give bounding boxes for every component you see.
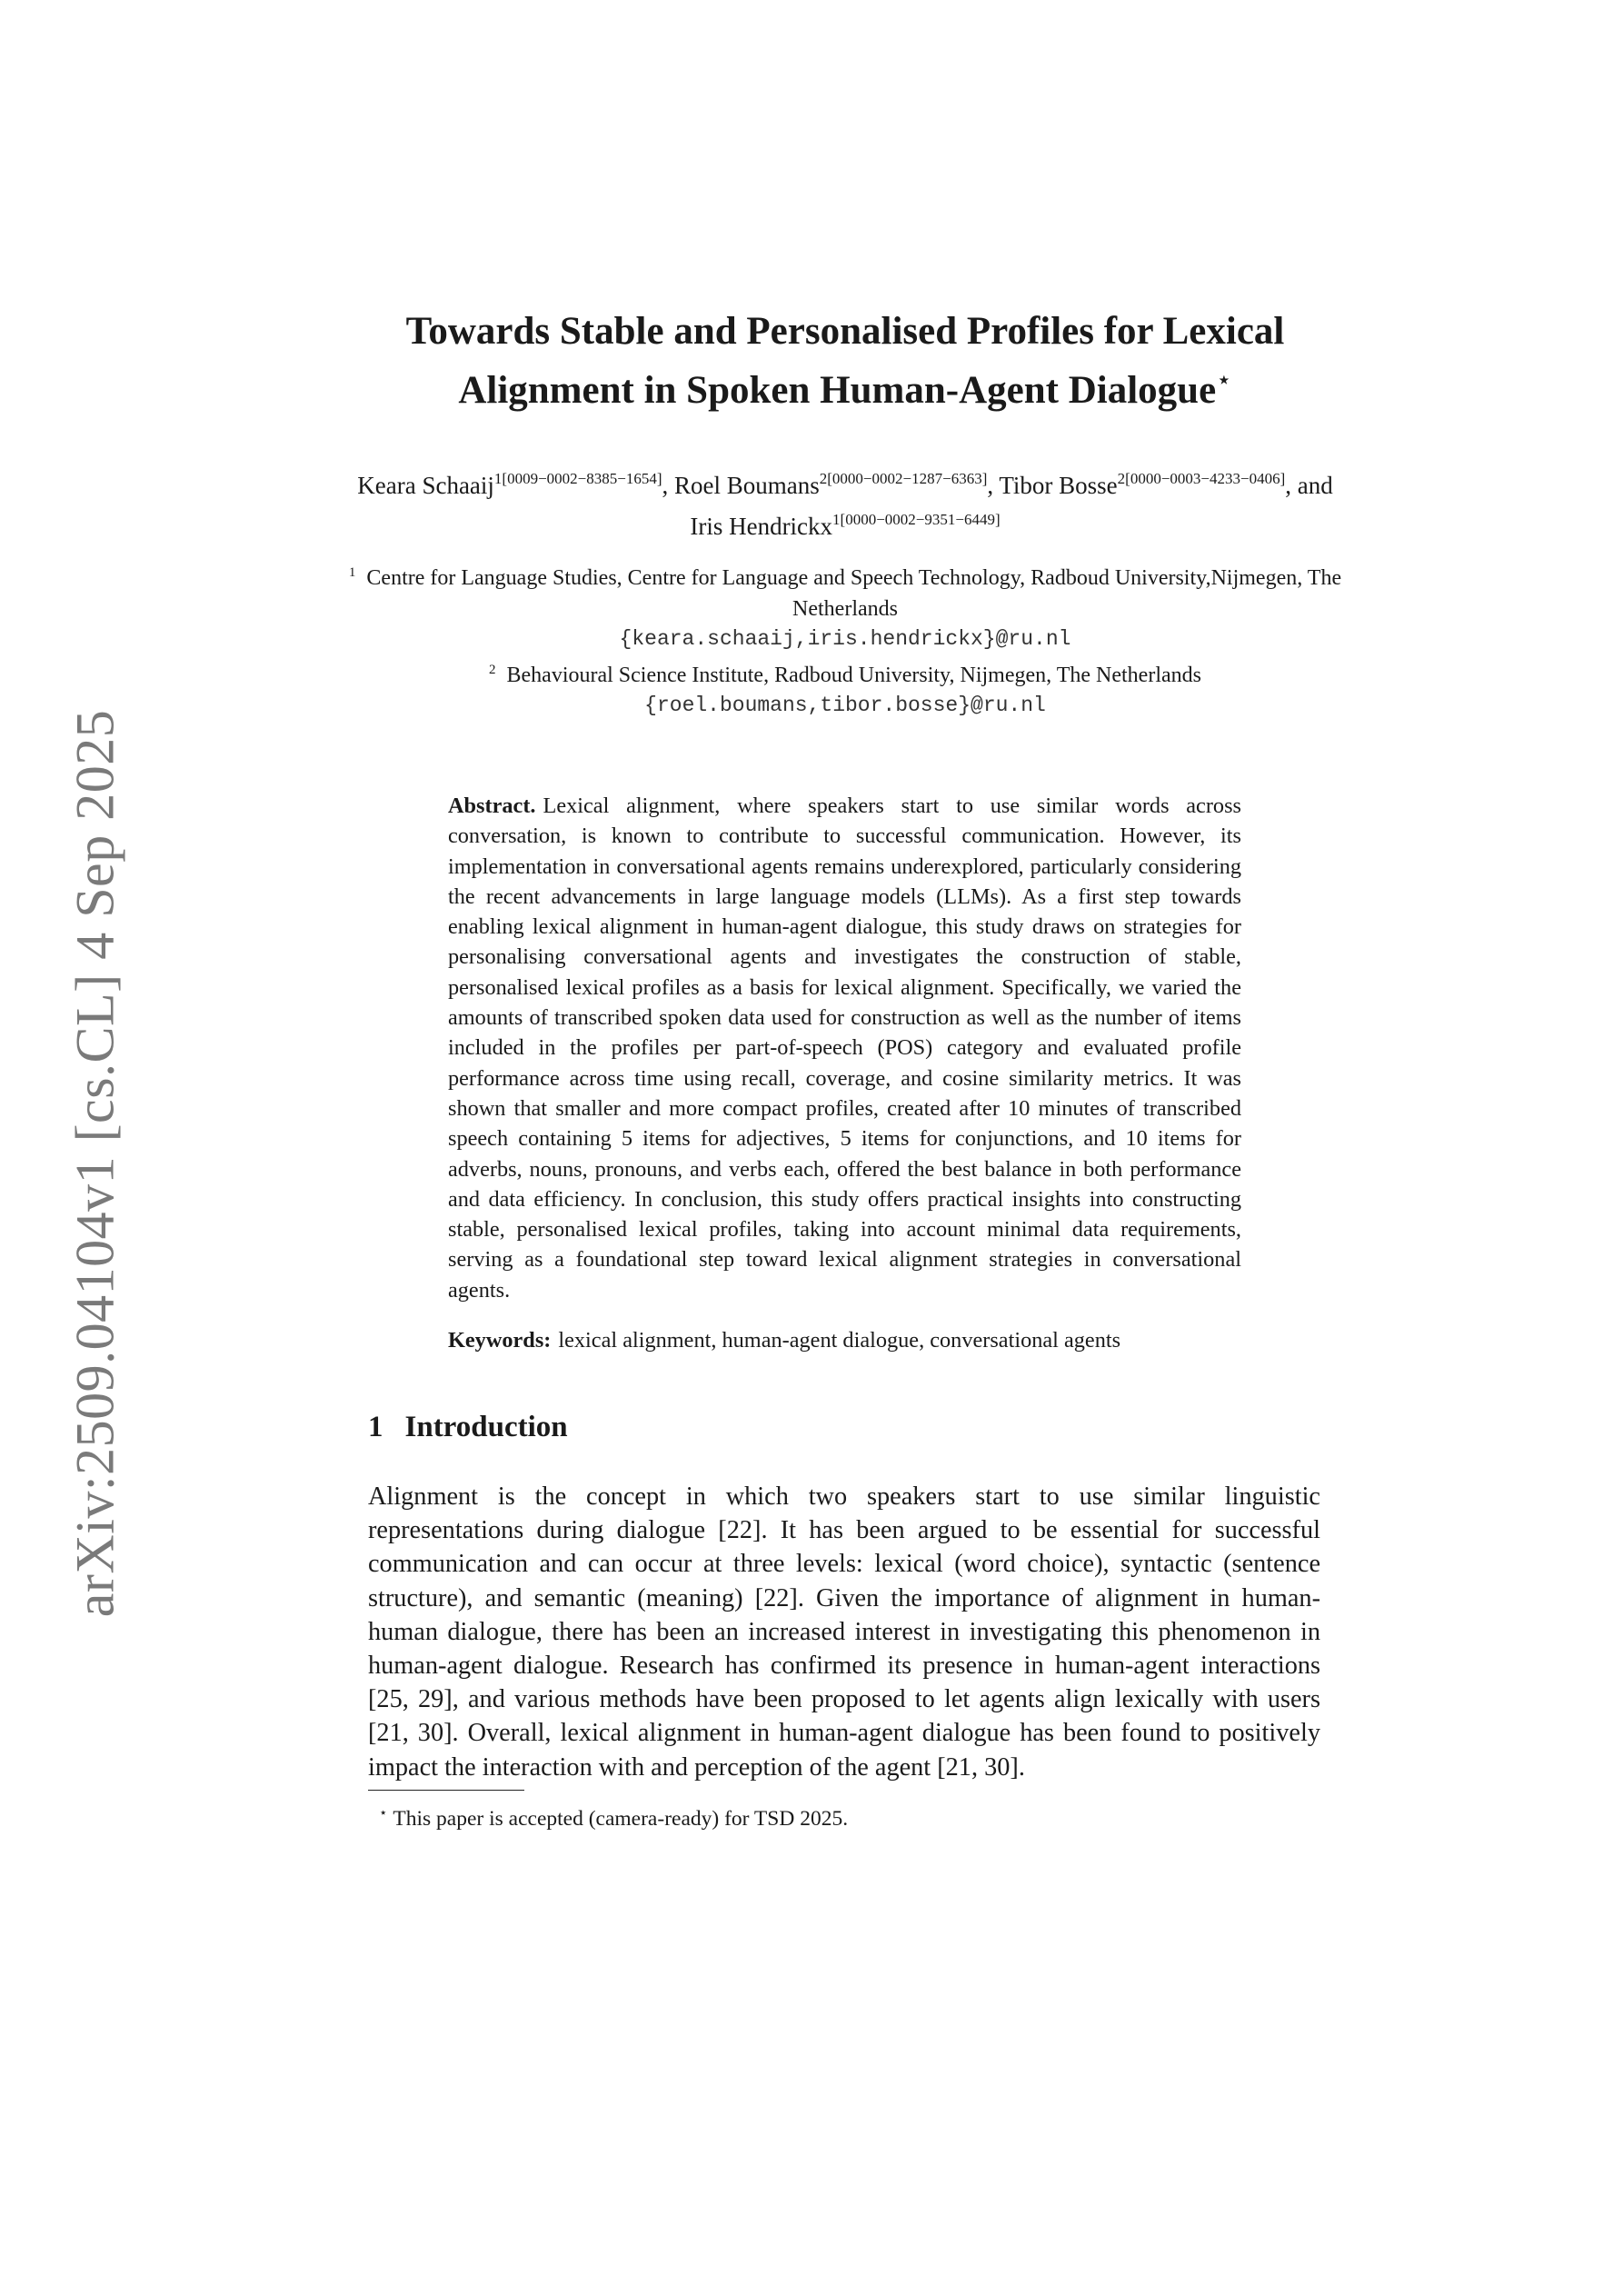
keywords-text: lexical alignment, human-agent dialogue, conversational agents bbox=[558, 1328, 1121, 1353]
affiliation-mark: 1 bbox=[348, 565, 356, 580]
affiliation-text: Centre for Language Studies, Centre for Language and Speech Technology, Radboud University,Nijmegen, The Netherlands bbox=[366, 566, 1342, 621]
arxiv-identifier: arXiv:2509.04104v1 [cs.CL] 4 Sep 2025 bbox=[65, 709, 125, 1618]
author-affiliation-orcid: 2[0000−0003−4233−0406] bbox=[1117, 470, 1286, 487]
section-heading-introduction bbox=[368, 1411, 568, 1444]
footnote bbox=[368, 1800, 848, 1832]
author-affiliation-orcid: 1[0000−0002−9351−6449] bbox=[832, 511, 1001, 528]
author-separator: , bbox=[662, 472, 675, 499]
affiliation-email[interactable]: {keara.schaaij,iris.hendrickx}@ru.nl bbox=[619, 627, 1071, 651]
author-list bbox=[345, 462, 1345, 544]
author-name: Keara Schaaij bbox=[357, 472, 494, 499]
abstract bbox=[448, 791, 1241, 1355]
section-number: 1 bbox=[368, 1411, 383, 1443]
section-title: Introduction bbox=[404, 1411, 568, 1443]
title-footnote-mark: ⋆ bbox=[1216, 366, 1232, 394]
author-affiliation-orcid: 2[0000−0002−1287−6363] bbox=[819, 470, 988, 487]
author-name: Tibor Bosse bbox=[999, 472, 1118, 499]
author-separator: , and bbox=[1285, 472, 1333, 499]
abstract-label: Abstract. bbox=[448, 794, 536, 818]
abstract-paragraph bbox=[448, 791, 1241, 1305]
footnote-mark: ⋆ bbox=[379, 1806, 388, 1821]
footnote-text: This paper is accepted (camera-ready) for TSD 2025. bbox=[393, 1807, 849, 1831]
author-name: Roel Boumans bbox=[674, 472, 820, 499]
affiliation-mark: 2 bbox=[489, 662, 496, 677]
affiliation-1 bbox=[345, 558, 1345, 624]
author-name: Iris Hendrickx bbox=[690, 513, 833, 540]
abstract-text: Lexical alignment, where speakers start to use similar words across conversation, is known to contribute to successful communication. However, its implementation in conversational agents remains underexplored, particularly considering the recent advancements in large language models (LLMs). As a first step towards enabling lexical alignment in human-agent dialogue, this study draws on strategies for personalising conversational agents and investigates the construction of stable, personalised lexical profiles as a basis for lexical alignment. Specifically, we varied the amounts of transcribed spoken data used for construction as well as the number of items included in the profiles per part-of-speech (POS) category and evaluated profile performance across time using recall, coverage, and cosine similarity metrics. It was shown that smaller and more compact profiles, created after 10 minutes of transcribed speech containing 5 items for adjectives, 5 items for conjunctions, and 10 items for adverbs, nouns, pronouns, and verbs each, offered the best balance in both performance and data efficiency. In conclusion, this study offers practical insights into constructing stable, personalised lexical profiles, taking into account minimal data requirements, serving as a foundational step toward lexical alignment strategies in conversational agents. bbox=[448, 794, 1241, 1303]
affiliation-text: Behavioural Science Institute, Radboud University, Nijmegen, The Netherlands bbox=[506, 663, 1201, 687]
keywords-label: Keywords: bbox=[448, 1328, 552, 1353]
affiliation-email[interactable]: {roel.boumans,tibor.bosse}@ru.nl bbox=[644, 694, 1046, 717]
author-affiliation-orcid: 1[0009−0002−8385−1654] bbox=[493, 470, 662, 487]
paper-title bbox=[345, 307, 1345, 415]
title-line-2-text: Alignment in Spoken Human-Agent Dialogue bbox=[458, 369, 1217, 412]
introduction-paragraph: Alignment is the concept in which two speakers start to use similar linguistic representations during dialogue [22]. It has been argued to be essential for successful communication and can occur at three levels: lexical (word choice), syntactic (sentence structure), and semantic (meaning) [22]. Given the importance of alignment in human-human dialogue, there has been an increased interest in investigating this phenomenon in human-agent dialogue. Research has confirmed its presence in human-agent interactions [25, 29], and various methods have been proposed to let agents align lexically with users [21, 30]. Overall, lexical alignment in human-agent dialogue has been found to positively impact the interaction with and perception of the agent [21, 30]. bbox=[368, 1482, 1320, 1782]
title-line-1: Towards Stable and Personalised Profiles for Lexical bbox=[405, 310, 1285, 353]
affiliation-2 bbox=[345, 655, 1345, 692]
affiliations bbox=[345, 558, 1345, 722]
title-line-2 bbox=[345, 356, 1345, 415]
footnote-divider bbox=[368, 1790, 524, 1791]
keywords bbox=[448, 1325, 1241, 1355]
author-separator: , bbox=[987, 472, 1000, 499]
